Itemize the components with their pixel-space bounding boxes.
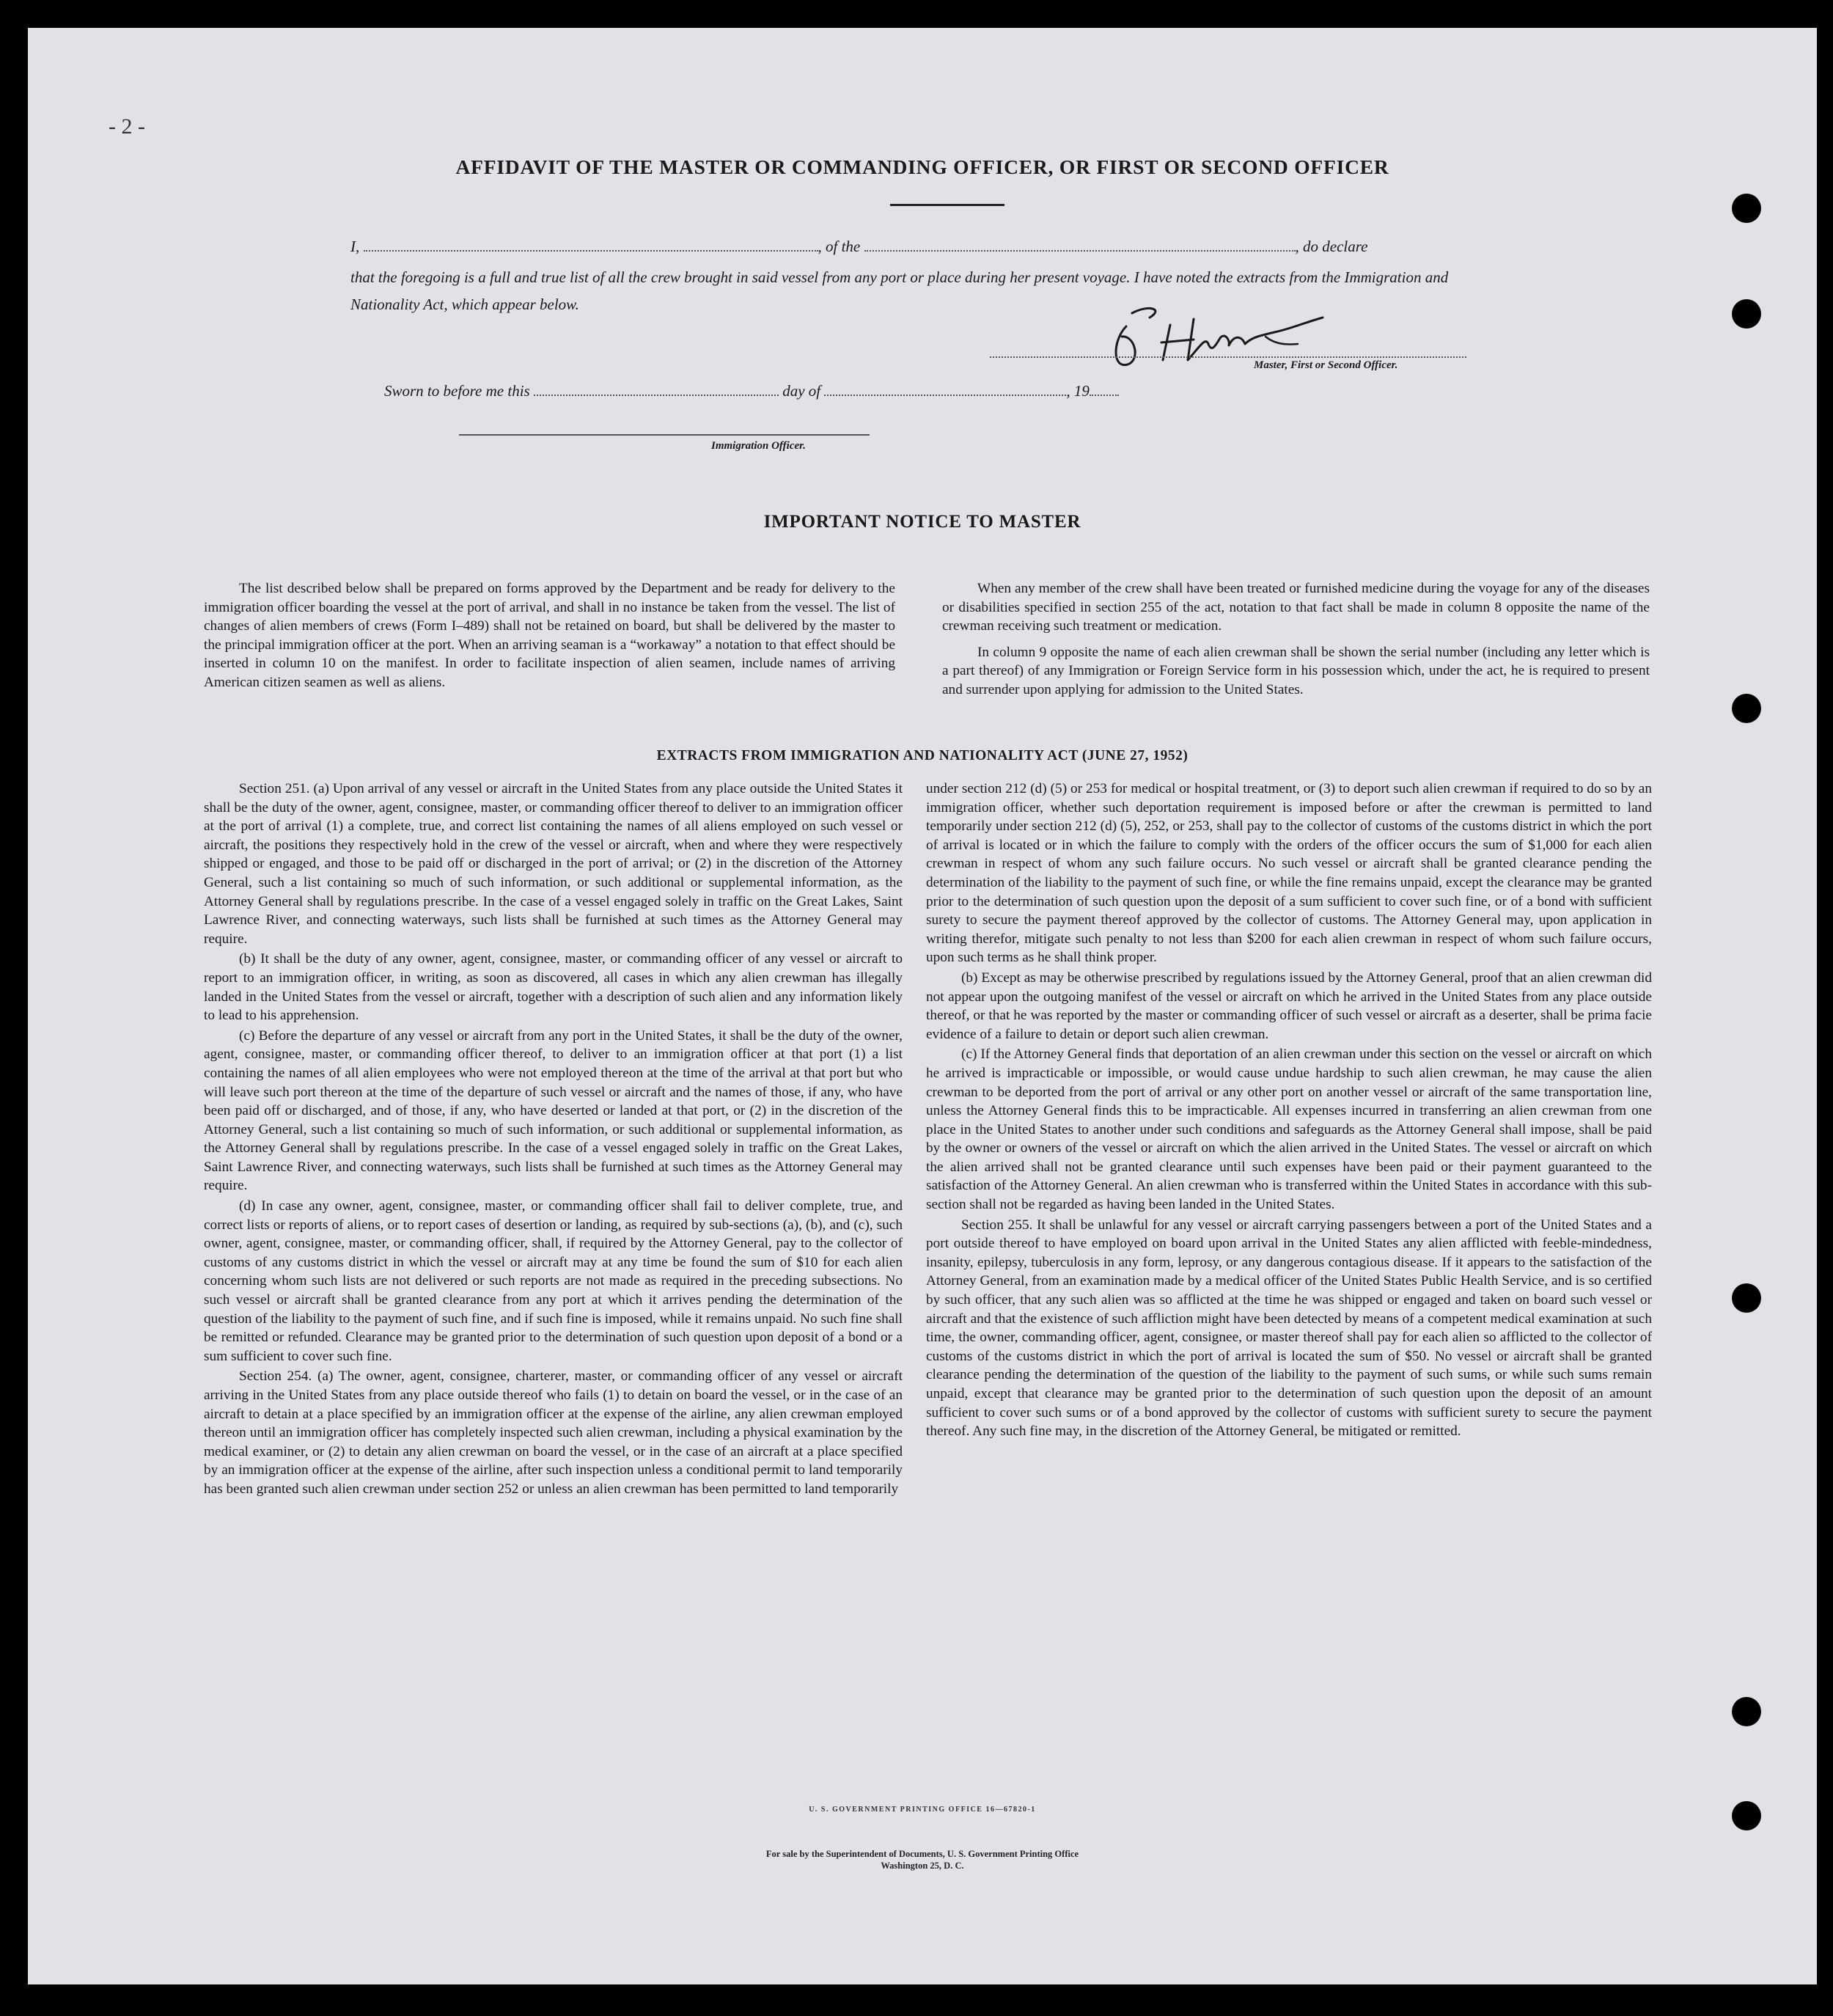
section-254b: (b) Except as may be otherwise prescribed by regulations issued by the Attorney General, proof that an alien crewman did not appear upon the outgoing manifest of the vessel or aircraft on which he arrived in the United States from any place outside thereof, or that he was reported by the master or commanding officer of such vessel or aircraft as a deserter, shall be prima facie evidence of a failure to detain or deport such alien crewman. bbox=[926, 969, 1652, 1042]
notice-left-column bbox=[204, 579, 895, 692]
section-251d: (d) In case any owner, agent, consignee, master, or commanding officer shall fail to deliver complete, true, and correct lists or reports of aliens, or to report cases of desertion or landing, as required by sub-sections (a), (b), and (c), such owner, agent, consignee, master, or commanding officer, shall, if required by the Attorney General, pay to the collector of customs of any customs district in which the vessel or aircraft may at any time be found the sum of $10 for each alien concerning whom such lists are not delivered or such reports are not made as required in the preceding subsections. No such vessel or aircraft shall be granted clearance from any port at which it arrives pending the determination of the question of the liability to the payment of such fine, and if such fine is imposed, while it remains unpaid. No such fine shall be remitted or refunded. Clearance may be granted prior to the determination of such question upon deposit of a bond or a sum sufficient to cover such fine. bbox=[204, 1198, 903, 1364]
punch-hole bbox=[1732, 1801, 1761, 1830]
sworn-line bbox=[384, 382, 1119, 400]
immigration-officer-caption: Immigration Officer. bbox=[711, 440, 806, 452]
notice-paragraph: When any member of the crew shall have been treated or furnished medicine during the voyage for any of the diseases or disabilities specified in section 255 of the act, notation to that fact shall be made in column 8 opposite the name of the crewman receiving such treatment or medication. bbox=[942, 581, 1650, 634]
vessel-field[interactable] bbox=[864, 250, 1296, 252]
punch-hole bbox=[1732, 1283, 1761, 1313]
section-254a: Section 254. (a) The owner, agent, consignee, charterer, master, or commanding officer of any vessel or aircraft arriving in the United States from any place outside thereof who fails (1) to detain on board the vessel, or in the case of an aircraft to detain at a place specified by an immigration officer at the expense of the airline, any alien crewman employed thereon until an immigration officer has completely inspected such alien crewman, including a physical examination by the medical examiner, or (2) to detain any alien crewman on board the vessel, or in the case of an aircraft at a place specified by an immigration officer at the expense of the airline, after such inspection unless a conditional permit to land temporarily has been granted such alien crewman under section 252 or unless an alien crewman has been permitted to land temporarily bbox=[204, 1368, 903, 1497]
signature-line[interactable] bbox=[990, 356, 1466, 358]
year-field[interactable] bbox=[1090, 395, 1119, 396]
section-254c: (c) If the Attorney General finds that deportation of an alien crewman under this section on the vessel or aircraft on which he arrived is impracticable or impossible, or would cause undue hardship to such alien crewman, he may cause the alien crewman to be deported from the port of arrival or any other port on another vessel or aircraft of the same transportation line, unless the Attorney General finds this to be impracticable. All expenses incurred in transferring an alien crewman from one place in the United States to another under such conditions and safeguards as the Attorney General shall impose, shall be paid by the owner or owners of the vessel or aircraft on which the alien arrived in the United States. The vessel or aircraft on which the alien arrived shall not be granted clearance until such expenses have been paid or their payment guaranteed to the satisfaction of the Attorney General. An alien crewman who is transferred within the United States in accordance with this sub-section shall not be regarded as having been landed in the United States. bbox=[926, 1047, 1652, 1213]
punch-hole bbox=[1732, 694, 1761, 723]
notice-paragraph: The list described below shall be prepared on forms approved by the Department and be ready for delivery to the immigration officer boarding the vessel at the port of arrival, and shall in no instance be taken from the vessel. The list of changes of alien members of crews (Form I–489) shall not be retained on board, but shall be delivered by the master to the principal immigration officer at the port. When an arriving seaman is a “workaway” a notation to that effect should be inserted in column 10 on the manifest. In order to facilitate inspection of alien seamen, include names of arriving American citizen seamen as well as aliens. bbox=[204, 581, 895, 690]
day-field[interactable] bbox=[534, 395, 779, 396]
day-of-label: day of bbox=[782, 382, 821, 400]
declaration-text: that the foregoing is a full and true list of all the crew brought in said vessel from any port or place during her present voyage. I have noted the extracts from the Immigration and Nationality Act, which appear below. bbox=[350, 268, 1449, 313]
affidavit-title: AFFIDAVIT OF THE MASTER OR COMMANDING OFFICER, OR FIRST OR SECOND OFFICER bbox=[455, 155, 1389, 178]
punch-hole bbox=[1732, 194, 1761, 223]
section-255: Section 255. It shall be unlawful for any vessel or aircraft carrying passengers between a port of the United States and a port outside thereof to have employed on board upon arrival in the United States any alien afflicted with feeble-mindedness, insanity, epilepsy, tuberculosis in any form, leprosy, or any dangerous contagious disease. If it appears to the satisfaction of the Attorney General, from an examination made by a medical officer of the United States Public Health Service, and is so certified by such officer, that any such alien was so afflicted at the time he was shipped or engaged and taken on board such vessel or aircraft and that the existence of such affliction might have been detected by means of a competent medical examination at such time, the owner, commanding officer, agent, consignee, or master thereof shall pay for each alien so afflicted to the collector of customs of the customs district in which the port of arrival is located the sum of $50. No vessel or aircraft shall be granted clearance pending the determination of the question of the liability to the payment of such sums, or while such sums remain unpaid, except that clearance may be granted prior to the determination of such question upon the deposit of an amount sufficient to cover such sums or of a bond approved by the collector of customs with sufficient surety to secure the payment thereof. Any such fine may, in the discretion of the Attorney General, be mitigated or remitted. bbox=[926, 1217, 1652, 1440]
declaration-line bbox=[350, 238, 1505, 256]
sale-line: For sale by the Superintendent of Documents, U. S. Government Printing Office bbox=[765, 1849, 1079, 1859]
punch-hole bbox=[1732, 1697, 1761, 1726]
sale-notice bbox=[28, 1848, 1817, 1872]
extracts-right-column bbox=[926, 780, 1652, 1443]
extracts-title: EXTRACTS FROM IMMIGRATION AND NATIONALITY ACT (JUNE 27, 1952) bbox=[656, 748, 1189, 763]
address-line: Washington 25, D. C. bbox=[881, 1861, 964, 1871]
name-field[interactable] bbox=[364, 250, 818, 252]
sworn-label: Sworn to before me this bbox=[384, 382, 530, 400]
extracts-left-column bbox=[204, 780, 903, 1500]
signature-caption: Master, First or Second Officer. bbox=[1254, 359, 1398, 371]
notice-right-column bbox=[942, 579, 1650, 700]
section-251a: Section 251. (a) Upon arrival of any vessel or aircraft in the United States from any place outside the United States it shall be the duty of the owner, agent, consignee, master, or commanding officer thereof to deliver to an immigration officer at the port of arrival (1) a complete, true, and correct list containing the names of all aliens employed on such vessel or aircraft, the positions they respectively hold in the crew of the vessel or aircraft, when and where they were respectively shipped or engaged, and those to be paid off or discharged in the port of arrival; or (2) in the discretion of the Attorney General, such a list containing so much of such information, or such additional or supplemental information, as the Attorney General shall by regulations prescribe. In the case of a vessel engaged solely in traffic on the Great Lakes, Saint Lawrence River, and connecting waterways, such lists shall be furnished at such times as the Attorney General may require. bbox=[204, 781, 903, 947]
i-label: I, bbox=[350, 238, 360, 255]
punch-hole bbox=[1732, 299, 1761, 329]
section-254a-continued: under section 212 (d) (5) or 253 for medical or hospital treatment, or (3) to deport such alien crewman if required to do so by an immigration officer, whether such deportation requirement is imposed before or after the crewman is permitted to land temporarily under section 212 (d) (5), 252, or 253, shall pay to the collector of customs of the customs district in which the port of arrival is located or in which the failure to comply with the orders of the officer occurs the sum of $1,000 for each alien crewman in respect of whom any such failure occurs. No such vessel or aircraft shall be granted clearance pending the determination of the liability to the payment of such fine, or while the fine remains unpaid, except the clearance may be granted prior to the determination of such question upon the deposit of a sum sufficient to cover such fine, or of a bond with sufficient surety to secure the payment thereof approved by the collector of customs. The Attorney General may, upon application in writing therefor, mitigate such penalty to not less than $200 for each alien crewman in respect of whom such failure occurs, upon such terms as he shall think proper. bbox=[926, 781, 1652, 966]
month-field[interactable] bbox=[824, 395, 1066, 396]
notice-title: IMPORTANT NOTICE TO MASTER bbox=[763, 512, 1081, 532]
title-divider bbox=[890, 204, 1004, 206]
section-251c: (c) Before the departure of any vessel or aircraft from any port in the United States, it shall be the duty of the owner, agent, consignee, master, or commanding officer thereof, to deliver to an immigration officer at that port (1) a list containing the names of all alien employees who were not employed thereon at the time of the arrival at that port but who will leave such port thereon at the time of the departure of such vessel or aircraft and the names of those, if any, who have been paid off or discharged, and of those, if any, who have deserted or landed at that port, or (2) in the discretion of the Attorney General, such a list containing so much of such information, or such additional or supplemental information, as the Attorney General shall by regulations prescribe. In the case of a vessel engaged solely in traffic on the Great Lakes, Saint Lawrence River, and connecting waterways, such lists shall be furnished at such times as the Attorney General may require. bbox=[204, 1027, 903, 1194]
do-declare-label: , do declare bbox=[1295, 238, 1368, 255]
notice-paragraph: In column 9 opposite the name of each alien crewman shall be shown the serial number (including any letter which is a part thereof) of any Immigration or Foreign Service form in his possession which, under the act, he is required to present and surrender upon applying for admission to the United States. bbox=[942, 644, 1650, 697]
section-251b: (b) It shall be the duty of any owner, agent, consignee, master, or commanding officer of any vessel or aircraft to report to an immigration officer, in writing, as soon as discovered, all cases in which any alien crewman has illegally landed in the United States from the vessel or aircraft, together with a description of such alien and any information likely to lead to his apprehension. bbox=[204, 951, 903, 1024]
of-the-label: , of the bbox=[818, 238, 861, 255]
printing-office-imprint: U. S. GOVERNMENT PRINTING OFFICE 16—67820-1 bbox=[809, 1806, 1036, 1814]
immigration-officer-line[interactable] bbox=[459, 434, 870, 436]
page-mark: - 2 - bbox=[109, 114, 145, 139]
form-page bbox=[28, 28, 1817, 1984]
year-label: , 19 bbox=[1066, 382, 1090, 400]
